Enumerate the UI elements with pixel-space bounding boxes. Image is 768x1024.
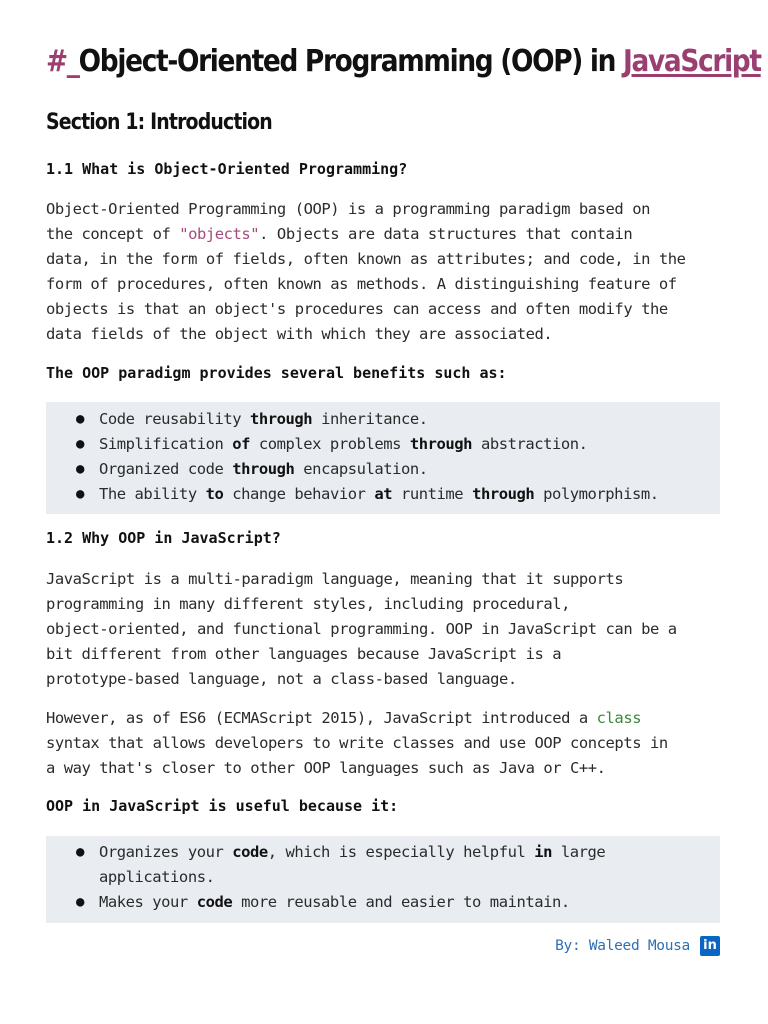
list-item bbox=[46, 432, 720, 457]
footer-byline bbox=[555, 936, 720, 956]
text-span: Organized code bbox=[99, 460, 233, 478]
useful-lead: OOP in JavaScript is useful because it: bbox=[46, 797, 399, 815]
text-line: programming in many different styles, including procedural, bbox=[46, 594, 571, 613]
text-span: Code reusability bbox=[99, 410, 250, 428]
text-span: . Objects are data structures that contain bbox=[259, 224, 633, 243]
list-item bbox=[46, 407, 720, 432]
text-span: large bbox=[552, 843, 606, 861]
list-item bbox=[46, 890, 720, 915]
objects-string: "objects" bbox=[179, 224, 260, 243]
keyword: of bbox=[232, 435, 250, 453]
text-span: abstraction. bbox=[472, 435, 588, 453]
page-title bbox=[46, 44, 761, 79]
useful-list bbox=[46, 840, 720, 915]
text-span: Simplification bbox=[99, 435, 233, 453]
text-line: object-oriented, and functional programming. OOP in JavaScript can be a bbox=[46, 619, 677, 638]
text-span: change behavior bbox=[223, 485, 375, 503]
list-item-continuation bbox=[46, 865, 720, 890]
title-text: Object-Oriented Programming (OOP) in bbox=[78, 44, 623, 79]
list-item bbox=[46, 840, 720, 865]
text-span: polymorphism. bbox=[534, 485, 659, 503]
bullet-icon: ● bbox=[76, 436, 84, 452]
text-span: complex problems bbox=[250, 435, 410, 453]
bullet-icon: ● bbox=[76, 411, 84, 427]
text-span: encapsulation. bbox=[294, 460, 428, 478]
text-span: However, as of ES6 (ECMAScript 2015), JavaScript introduced a bbox=[46, 709, 597, 727]
text-span: the concept of bbox=[46, 224, 180, 243]
useful-list-box bbox=[46, 836, 720, 923]
heading-1-2: 1.2 Why OOP in JavaScript? bbox=[46, 529, 281, 547]
keyword: code bbox=[196, 893, 233, 911]
keyword: through bbox=[472, 485, 535, 503]
title-javascript-link[interactable]: JavaScript bbox=[622, 44, 761, 79]
author-byline: By: Waleed Mousa bbox=[555, 938, 690, 954]
keyword: through bbox=[232, 460, 295, 478]
paragraph-multi-paradigm bbox=[46, 567, 722, 692]
text-span: , which is especially helpful bbox=[267, 843, 535, 861]
text-line bbox=[46, 222, 722, 247]
text-line: Object-Oriented Programming (OOP) is a programming paradigm based on bbox=[46, 200, 650, 218]
text-span: runtime bbox=[392, 485, 473, 503]
text-span: more reusable and easier to maintain. bbox=[232, 893, 570, 911]
text-line: a way that's closer to other OOP languages such as Java or C++. bbox=[46, 758, 606, 777]
bullet-icon: ● bbox=[76, 844, 84, 860]
keyword: in bbox=[534, 843, 552, 861]
class-keyword: class bbox=[596, 709, 642, 727]
keyword: through bbox=[409, 435, 473, 453]
text-span: Makes your bbox=[99, 893, 197, 911]
text-span: applications. bbox=[99, 868, 215, 886]
benefits-lead: The OOP paradigm provides several benefits such as: bbox=[46, 364, 507, 382]
paragraph-es6-class bbox=[46, 706, 722, 781]
linkedin-icon[interactable]: in bbox=[700, 936, 720, 956]
text-line: data fields of the object with which they are associated. bbox=[46, 324, 553, 343]
benefits-list bbox=[46, 407, 720, 507]
text-line: JavaScript is a multi-paradigm language, meaning that it supports bbox=[46, 570, 624, 588]
text-line: form of procedures, often known as methods. A distinguishing feature of bbox=[46, 274, 677, 293]
keyword: to bbox=[205, 485, 224, 503]
benefits-list-box bbox=[46, 402, 720, 514]
text-line: bit different from other languages because JavaScript is a bbox=[46, 644, 562, 663]
text-span: inheritance. bbox=[312, 410, 428, 428]
heading-1-1: 1.1 What is Object-Oriented Programming? bbox=[46, 160, 408, 178]
text-line bbox=[46, 706, 722, 731]
bullet-icon: ● bbox=[76, 486, 84, 502]
keyword: code bbox=[232, 843, 268, 861]
text-line: objects is that an object's procedures can access and often modify the bbox=[46, 299, 668, 318]
text-line: data, in the form of fields, often known as attributes; and code, in the bbox=[46, 249, 686, 268]
text-line: syntax that allows developers to write classes and use OOP concepts in bbox=[46, 733, 668, 752]
keyword: through bbox=[250, 410, 313, 428]
text-span: Organizes your bbox=[99, 843, 233, 861]
title-hash: #_ bbox=[46, 44, 79, 79]
text-span: The ability bbox=[99, 485, 206, 503]
section-1-title: Section 1: Introduction bbox=[46, 110, 272, 135]
paragraph-oop-definition bbox=[46, 197, 722, 346]
list-item bbox=[46, 457, 720, 482]
bullet-icon: ● bbox=[76, 461, 84, 477]
text-line: prototype-based language, not a class-based language. bbox=[46, 669, 517, 688]
bullet-icon: ● bbox=[76, 894, 84, 910]
list-item bbox=[46, 482, 720, 507]
keyword: at bbox=[374, 485, 393, 503]
